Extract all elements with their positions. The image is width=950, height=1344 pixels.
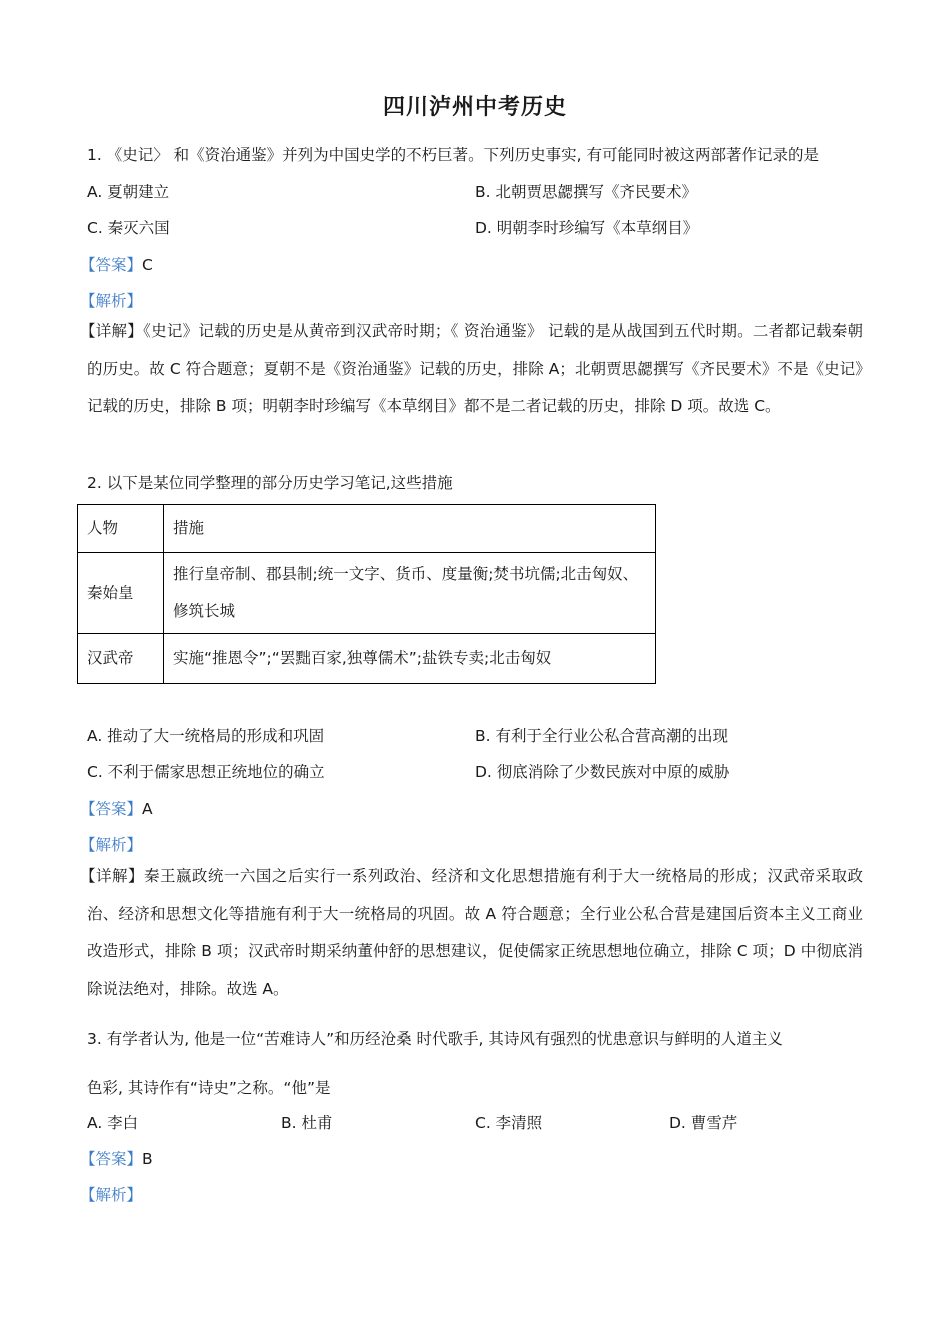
q1-option-c: C. 秦灭六国 — [87, 219, 170, 237]
q1-option-a: A. 夏朝建立 — [87, 183, 170, 201]
q3-option-a: A. 李白 — [87, 1114, 139, 1132]
q2-option-b: B. 有利于全行业公私合营高潮的出现 — [475, 727, 728, 745]
q1-analysis-label: 【解析】 — [80, 292, 143, 310]
answer-label: 【答案】 — [80, 256, 143, 274]
table-cell-measures: 推行皇帝制、郡县制;统一文字、货币、度量衡;焚书坑儒;北击匈奴、修筑长城 — [164, 553, 656, 634]
q1-stem: 1. 《史记〉 和《资治通鉴》并列为中国史学的不朽巨著。下列历史事实, 有可能同时被这两部著作记录的是 — [87, 146, 819, 164]
answer-value: B — [142, 1150, 153, 1168]
q3-analysis-label: 【解析】 — [80, 1186, 143, 1204]
table-cell-person: 汉武帝 — [78, 634, 164, 684]
detail-text: 秦王嬴政统一六国之后实行一系列政治、经济和文化思想措施有利于大一统格局的形成；汉武帝采取政治、经济和思想文化等措施有利于大一统格局的巩固。故 A 符合题意；全行业公私合营是建国后资本主义工商业改造形式，排除 B 项；汉武帝时期采纳董仲舒的思想建议，促使儒家正统思想地位确立，排除 C 项；D 中彻底消除说法绝对，排除。故选 A。 — [87, 867, 863, 998]
q3-stem-line1: 3. 有学者认为, 他是一位“苦难诗人”和历经沧桑 时代歌手, 其诗风有强烈的忧患意识与鲜明的人道主义 — [87, 1030, 783, 1048]
detail-text: 《史记》记载的历史是从黄帝到汉武帝时期；《 资治通鉴》 记载的是从战国到五代时期。二者都记载秦朝的历史。故 C 符合题意；夏朝不是《资治通鉴》记载的历史，排除 A；北朝贾思勰撰写《齐民要术》不是《史记》记载的历史，排除 B 项；明朝李时珍编写《本草纲目》都不是二者记载的历史，排除 D 项。故选 C。 — [87, 322, 863, 415]
q2-option-c: C. 不利于儒家思想正统地位的确立 — [87, 763, 325, 781]
table-cell-measures: 实施“推恩令”;“罢黜百家,独尊儒术”;盐铁专卖;北击匈奴 — [164, 634, 656, 684]
detail-label: 【详解】 — [80, 867, 144, 885]
answer-value: A — [142, 800, 153, 818]
table-header-row — [78, 505, 656, 553]
table-row — [78, 553, 656, 634]
q2-answer — [80, 797, 153, 819]
q2-stem: 2. 以下是某位同学整理的部分历史学习笔记,这些措施 — [87, 474, 453, 492]
notes-table — [77, 504, 656, 684]
table-cell-person: 秦始皇 — [78, 553, 164, 634]
q1-detail — [80, 313, 863, 426]
answer-label: 【答案】 — [80, 800, 143, 818]
table-header-cell: 人物 — [78, 505, 164, 553]
answer-value: C — [142, 256, 153, 274]
q1-option-b: B. 北朝贾思勰撰写《齐民要术》 — [475, 183, 697, 201]
q3-stem-line2: 色彩, 其诗作有“诗史”之称。“他”是 — [87, 1079, 331, 1097]
answer-label: 【答案】 — [80, 1150, 143, 1168]
q1-answer — [80, 253, 153, 275]
q3-option-b: B. 杜甫 — [281, 1114, 333, 1132]
table-row — [78, 634, 656, 684]
table-header-cell: 措施 — [164, 505, 656, 553]
q2-analysis-label: 【解析】 — [80, 836, 143, 854]
detail-label: 【详解】 — [80, 322, 144, 340]
q3-option-d: D. 曹雪芹 — [669, 1114, 738, 1132]
q2-option-d: D. 彻底消除了少数民族对中原的威胁 — [475, 763, 730, 781]
q1-option-d: D. 明朝李时珍编写《本草纲目》 — [475, 219, 699, 237]
q2-option-a: A. 推动了大一统格局的形成和巩固 — [87, 727, 325, 745]
q3-option-c: C. 李清照 — [475, 1114, 543, 1132]
q2-detail — [80, 858, 863, 1008]
q3-answer — [80, 1147, 153, 1169]
page-title: 四川泸州中考历史 — [382, 95, 567, 120]
